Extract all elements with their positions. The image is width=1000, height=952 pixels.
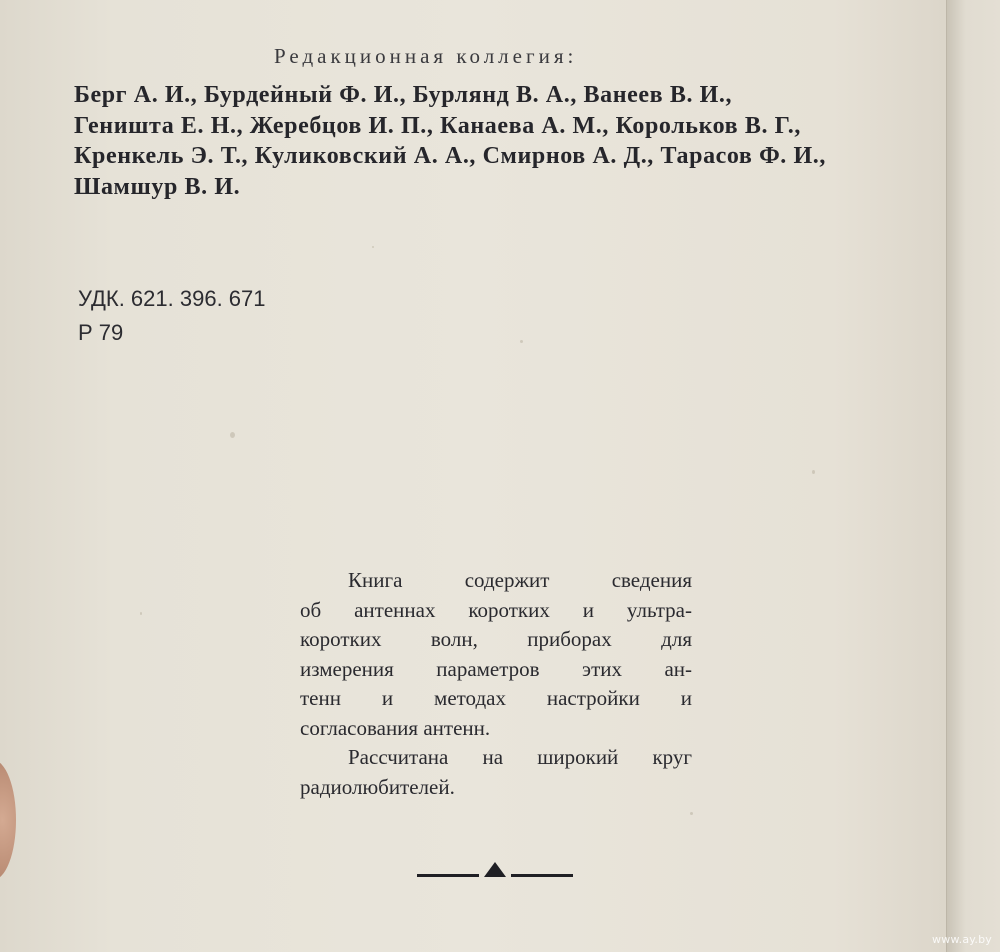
annotation-line: Рассчитана на широкий круг (348, 745, 692, 769)
paper-speck (690, 812, 693, 815)
annotation-line: коротких волн, приборах для (300, 627, 692, 651)
members-line: Кренкель Э. Т., Куликовский А. А., Смирнов А. Д., Тарасов Ф. И., (74, 143, 826, 169)
library-code: Р 79 (78, 320, 124, 345)
annotation-line: об антеннах коротких и ультра- (300, 597, 692, 622)
paper-speck (230, 432, 235, 438)
annotation-line: согласования антенн. (300, 715, 491, 740)
book-annotation (300, 566, 692, 802)
site-watermark: www.ay.by (932, 933, 992, 946)
members-line: Геништа Е. Н., Жеребцов И. П., Канаева А. М., Корольков В. Г., (74, 112, 802, 139)
adjacent-page-edge (946, 0, 1000, 952)
udk-code: УДК. 621. 396. 671 (78, 286, 266, 311)
annotation-line: тенн и методах настройки и (300, 686, 692, 710)
editorial-board-title: Редакционная коллегия: (274, 44, 578, 68)
members-line: Шамшур В. И. (74, 173, 241, 200)
triangle-ornament-icon (417, 860, 573, 882)
paper-speck (520, 340, 523, 343)
paper-speck (140, 612, 142, 615)
annotation-line: измерения параметров этих ан- (300, 656, 692, 681)
annotation-line: радиолюбителей. (300, 774, 455, 799)
paper-speck (812, 470, 815, 474)
annotation-line: Книга содержит сведения (348, 568, 692, 592)
classification-block (78, 282, 266, 350)
members-line: Берг А. И., Бурдейный Ф. И., Бурлянд В. А., Ванеев В. И., (74, 82, 733, 108)
editorial-board-members (74, 80, 902, 202)
paper-speck (372, 246, 374, 248)
